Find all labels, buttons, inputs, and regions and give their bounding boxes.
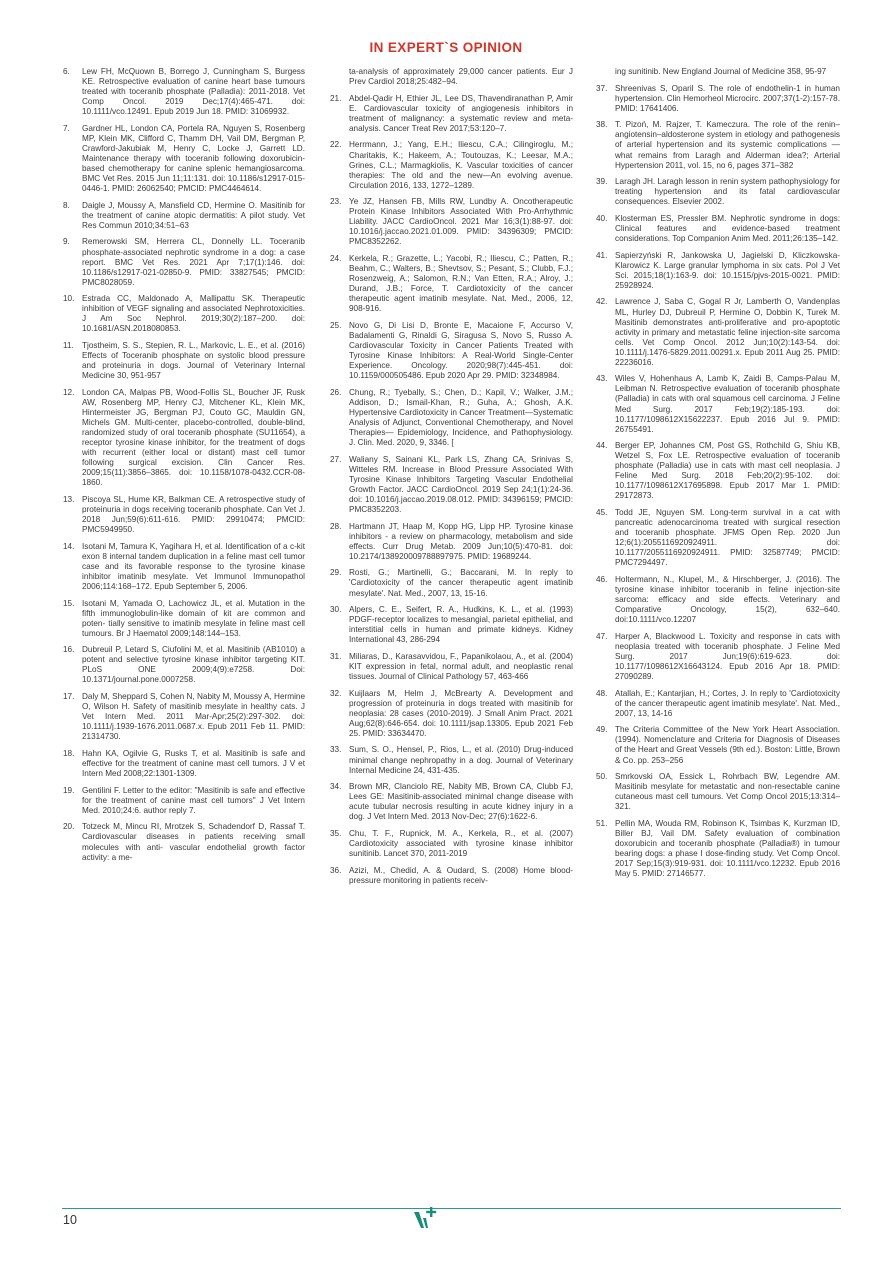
reference-text: Herrmann, J.; Yang, E.H.; Iliescu, C.A.; Cilingiroglu, M.; Charitakis, K.; Hakeem, A.; Toutouzas, K.; Leesar, M.A.; Grines, C.L.; Marmagkiolis, K. Vascular toxicities of cancer therapies: The old and the new—An evolving avenue. Circulation 2016, 133, 1272–1289. [349, 140, 573, 190]
reference-number: 10. [63, 294, 75, 304]
reference-item [63, 124, 305, 194]
reference-number [330, 67, 349, 87]
reference-number: 40. [596, 213, 608, 223]
reference-text: Shreenivas S, Oparil S. The role of endothelin-1 in human hypertension. Clin Hemorheol Microcirc. 2007;37(1-2):157-78. PMID: 17641406. [615, 83, 840, 113]
reference-text: Waliany S, Sainani KL, Park LS, Zhang CA, Srinivas S, Witteles RM. Increase in Blood Pressure Associated With Tyrosine Kinase Inhibitors Targeting Vascular Endothelial Growth Factor. JACC CardioOncol. 2019 Sep 24;1(1):24-36. doi: 10.1016/j.jaccao.2019.08.012. PMID: 34396159; PMCID: PMC8352203. [349, 454, 573, 514]
page-number: 10 [63, 1213, 77, 1227]
reference-number: 25. [330, 321, 342, 330]
reference-item [330, 866, 573, 886]
reference-item [596, 819, 840, 879]
reference-number: 51. [596, 818, 608, 828]
reference-text: ta-analysis of approximately 29,000 cancer patients. Eur J Prev Cardiol 2018;25:482–94. [349, 67, 573, 87]
reference-number: 7. [63, 123, 70, 133]
reference-item [596, 297, 840, 367]
reference-item [596, 67, 840, 77]
reference-item [63, 237, 305, 287]
reference-number: 32. [330, 688, 342, 698]
reference-item [63, 822, 305, 862]
reference-item [330, 605, 573, 645]
reference-number: 26. [330, 387, 342, 397]
reference-number: 24. [330, 254, 342, 264]
reference-item [63, 495, 305, 535]
reference-item [63, 599, 305, 639]
reference-text: Holtermann, N., Klupel, M., & Hirschberger, J. (2016). The tyrosine kinase inhibitor toceranib in feline injection-site sarcoma: efficacy and side effects. Veterinary and Comparative Oncology, 15(2), 632–640. doi:10.1111/vco.12207 [615, 575, 840, 625]
reference-text: Berger EP, Johannes CM, Post GS, Rothchild G, Shiu KB, Wetzel S, Fox LE. Retrospective evaluation of toceranib phosphate (Palladia) use in cats with mast cell neoplasia. J Feline Med Surg. 2018 Feb;20(2):95-102. doi: 10.1177/1098612X17695898. Epub 2017 Mar 1. PMID: 29172873. [615, 441, 840, 501]
reference-text: London CA, Malpas PB, Wood-Follis SL, Boucher JF, Rusk AW, Rosenberg MP, Henry CJ, Mitchener KL, Klein MK, Hintermeister JG, Bergman PJ, Couto GC, Mauldin GN, Michels GM. Multi-center, placebo-controlled, double-blind, randomized study of oral toceranib phosphate (SU11654), a receptor tyrosine kinase inhibitor, for the treatment of dogs with recurrent (either local or distant) mast cell tumor following surgical excision. Clin Cancer Res. 2009;15(11):3856–3865. doi: 10.1158/1078-0432.CCR-08-1860. [82, 387, 305, 488]
reference-number: 11. [63, 341, 74, 351]
reference-number: 44. [596, 441, 608, 451]
reference-number: 30. [330, 605, 342, 615]
reference-text: Gardner HL, London CA, Portela RA, Nguyen S, Rosenberg MP, Klein MK, Clifford C, Thamm DH, Vail DM, Bergman P, Crawford-Jakubiak M, Henry C, Locke J, Garrett LD. Maintenance therapy with toceranib following doxorubicin-based chemotherapy for canine splenic hemangiosarcoma. BMC Vet Res. 2015 Jun 11;11:131. doi: 10.1186/s12917-015-0446-1. PMID: 26062540; PMCID: PMC4464614. [82, 123, 305, 194]
reference-text: Todd JE, Nguyen SM. Long-term survival in a cat with pancreatic adenocarcinoma treated with surgical resection and toceranib phosphate. JFMS Open Rep. 2020 Jun 12;6(1):2055116920924911. doi: 10.1177/2055116920924911. PMID: 32587749; PMCID: PMC7294497. [615, 508, 840, 568]
reference-text: Pellin MA, Wouda RM, Robinson K, Tsimbas K, Kurzman ID, Biller BJ, Vail DM. Safety evaluation of combination doxorubicin and toceranib phosphate (Palladia®) in tumour bearing dogs: a phase I dose-finding study. Vet Comp Oncol. 2017 Sep;15(3):919-931. doi: 10.1111/vco.12232. Epub 2016 May 5. PMID: 27146577. [615, 818, 840, 879]
reference-item [63, 294, 305, 334]
reference-item [330, 321, 573, 381]
reference-text: Kerkela, R.; Grazette, L.; Yacobi, R.; Iliescu, C.; Patten, R.; Beahm, C.; Walters, B.; Shevtsov, S.; Pesant, S.; Clubb, F.J.; Rosenzweig, A.; Salomon, R.N.; Van Etten, R.A.; Alroy, J.; Durand, J.B.; Force, T. Cardiotoxicity of the cancer therapeutic agent imatinib mesylate. Nat. Med., 2006, 12, 908-916. [349, 254, 573, 314]
reference-item [330, 197, 573, 247]
reference-number: 50. [596, 772, 608, 782]
reference-number: 29. [330, 568, 342, 578]
reference-number: 37. [596, 83, 608, 93]
reference-text: Hahn KA, Ogilvie G, Rusks T, et al. Masitinib is safe and effective for the treatment of canine mast cell tumors. J V et Intern Med 2008;22:1301-1309. [82, 748, 305, 779]
reference-item [330, 568, 573, 598]
reference-text: Atallah, E.; Kantarjian, H.; Cortes, J. In reply to 'Cardiotoxicity of the cancer therapeutic agent imatinib mesylate'. Nat. Med., 2007, 13, 14-16 [615, 688, 840, 718]
reference-text: Tjostheim, S. S., Stepien, R. L., Markovic, L. E., et al. (2016) Effects of Toceranib phosphate on systolic blood pressure and proteinuria in dogs. Journal of Veterinary Internal Medicine 30, 951-957 [82, 341, 305, 381]
reference-text: Wiles V, Hohenhaus A, Lamb K, Zaidi B, Camps-Palau M, Leibman N. Retrospective evaluation of toceranib phosphate (Palladia) in cats with oral squamous cell carcinoma. J Feline Med Surg. 2017 Feb;19(2):185-193. doi: 10.1177/1098612X15622237. Epub 2016 Jul 9. PMID: 26755491. [615, 374, 840, 434]
reference-text: Ye JZ, Hansen FB, Mills RW, Lundby A. Oncotherapeutic Protein Kinase Inhibitors Associated With Pro-Arrhythmic Liability. JACC CardioOncol. 2021 Mar 16;3(1):88-97. doi: 10.1016/j.jaccao.2021.01.009. PMID: 34396309; PMCID: PMC8352262. [349, 197, 573, 247]
reference-number: 14. [63, 541, 75, 551]
reference-text: Lawrence J, Saba C, Gogal R Jr, Lamberth O, Vandenplas ML, Hurley DJ, Dubreuil P, Hermine O, Dobbin K, Turek M. Masitinib demonstrates anti-proliferative and pro-apoptotic activity in primary and metastatic feline injection-site sarcoma cells. Vet Comp Oncol. 2012 Jun;10(2):143-54. doi: 10.1111/j.1476-5829.2011.00291.x. Epub 2011 Aug 25. PMID: 22236016. [615, 297, 840, 367]
reference-text: Rosti, G.; Martinelli, G.; Baccarani, M. In reply to 'Cardiotoxicity of the cancer therapeutic agent imatinib mesylate'. Nat. Med., 2007, 13, 15-16. [349, 568, 573, 598]
reference-text: Chung, R.; Tyebally, S.; Chen, D.; Kapil, V.; Walker, J.M.; Addison, D.; Ismail-Khan, R.; Guha, A.; Ghosh, A.K. Hypertensive Cardiotoxicity in Cancer Treatment—Systematic Analysis of Adjunct, Conventional Chemotherapy, and Novel Therapies— Epidemiology, Incidence, and Pathophysiology. J. Clin. Med. 2020, 9, 3346. [ [349, 387, 573, 448]
reference-text: Sapierzyński R, Jankowska U, Jagielski D, Kliczkowska-Klarowicz K. Large granular lymphoma in six cats. Pol J Vet Sci. 2015;18(1):163-9. doi: 10.1515/pjvs-2015-0021. PMID: 25928924. [615, 250, 840, 290]
reference-number: 49. [596, 725, 608, 735]
reference-number: 13. [63, 494, 75, 504]
reference-text: Kuijlaars M, Helm J, McBrearty A. Development and progression of proteinuria in dogs treated with masitinib for neoplasia: 28 cases (2010-2019). J Small Anim Pract. 2021 Aug;62(8):646-654. doi: 10.1111/jsap.13305. Epub 2021 Feb 25. PMID: 33634470. [349, 688, 573, 738]
reference-item [63, 542, 305, 592]
reference-number: 12. [63, 387, 75, 397]
reference-item [330, 94, 573, 134]
reference-number: 20. [63, 822, 75, 832]
reference-item [330, 689, 573, 739]
reference-text: Smrkovski OA, Essick L, Rohrbach BW, Legendre AM. Masitinib mesylate for metastatic and non-resectable canine cutaneous mast cell tumours. Vet Comp Oncol 2015;13:314–321. [615, 772, 840, 812]
reference-number: 36. [330, 865, 342, 875]
reference-text: Daly M, Sheppard S, Cohen N, Nabity M, Moussy A, Hermine O, Wilson H. Safety of masitinib mesylate in healthy cats. J Vet Intern Med. 2011 Mar-Apr;25(2):297-302. doi: 10.1111/j.1939-1676.2011.0687.x. Epub 2011 Feb 11. PMID: 21314730. [82, 692, 305, 742]
reference-number: 35. [330, 829, 342, 838]
reference-number: 31. [330, 651, 342, 661]
reference-text: T. Pizoń, M. Rajzer, T. Kameczura. The role of the renin–angiotensin–aldosterone system in etiology and pathogenesis of arterial hypertension and its systemic complications — what remains from Laragh and Alderman idea?; Arterial Hypertension 2011, vol. 15, no 6, pages 371–382 [615, 120, 840, 170]
reference-text: ing sunitinib. New England Journal of Medicine 358, 95-97 [615, 67, 827, 76]
reference-item [330, 782, 573, 822]
reference-item [330, 829, 573, 859]
reference-text: The Criteria Committee of the New York Heart Association. (1994). Nomenclature and Criteria for Diagnosis of Diseases of the Heart and Great Vessels (9th ed.). Boston: Little, Brown & Co. pp. 253–256 [615, 725, 840, 765]
section-header: IN EXPERT`S OPINION [369, 40, 523, 55]
reference-column-1 [63, 67, 305, 869]
reference-item [596, 120, 840, 170]
reference-number: 33. [330, 745, 342, 755]
reference-text: Dubreuil P, Letard S, Ciufolini M, et al. Masitinib (AB1010) a potent and selective tyrosine kinase inhibitor targeting KIT. PLoS ONE 2009;4(9):e7258. Doi: 10.1371/journal.pone.0007258. [82, 645, 305, 685]
reference-number: 43. [596, 374, 608, 384]
reference-item [596, 441, 840, 501]
reference-item [596, 508, 840, 568]
reference-number [596, 67, 615, 77]
reference-number: 15. [63, 598, 75, 608]
reference-item [330, 455, 573, 515]
reference-text: Isotani M, Tamura K, Yagihara H, et al. Identification of a c-kit exon 8 internal tandem duplication in a feline mast cell tumor case and its favorable response to the tyrosine kinase inhibitor imatinib mesylate. Vet Immunol Immunopathol 2006;114:168–172. Epub September 5, 2006. [82, 541, 305, 591]
reference-text: Novo G, Di Lisi D, Bronte E, Macaione F, Accurso V, Badalamenti G, Rinaldi G, Siragusa S, Novo S, Russo A. Cardiovascular Toxicity in Cancer Patients Treated with Tyrosine Kinase Inhibitors: A Real-World Single-Center Experience. Oncology. 2020;98(7):445-451. doi: 10.1159/000505486. Epub 2020 Apr 29. PMID: 32348984. [349, 321, 573, 381]
reference-item [63, 692, 305, 742]
reference-text: Azizi, M., Chedid, A. & Oudard, S. (2008) Home blood-pressure monitoring in patients receiv- [349, 865, 573, 885]
reference-text: Gentilini F. Letter to the editor: "Masitinib is safe and effective for the treatment of canine mast cell tumors" J Vet Intern Med. 2010;24:6. author reply 7. [82, 785, 305, 815]
reference-item [596, 575, 840, 625]
reference-number: 47. [596, 631, 608, 641]
reference-number: 22. [330, 140, 342, 150]
reference-number: 38. [596, 120, 608, 130]
reference-text: Miliaras, D., Karasavvidou, F., Papanikolaou, A., et al. (2004) KIT expression in fetal, normal adult, and neoplastic renal tissues. Journal of Clinical Pathology 57, 463-466 [349, 651, 573, 682]
reference-item [330, 67, 573, 87]
reference-text: Sum, S. O., Hensel, P., Rios, L., et al. (2010) Drug-induced minimal change nephropathy in a dog. Journal of Veterinary Internal Medicine 24, 431-435. [349, 745, 573, 775]
reference-number: 48. [596, 688, 608, 698]
reference-text: Lew FH, McQuown B, Borrego J, Cunningham S, Burgess KE. Retrospective evaluation of canine heart base tumours treated with toceranib phosphate (Palladia): 2011-2018. Vet Comp Oncol. 2019 Dec;17(4):465-471. doi: 10.1111/vco.12491. Epub 2019 Jun 18. PMID: 31069932. [82, 67, 305, 117]
reference-text: Estrada CC, Maldonado A, Mallipattu SK. Therapeutic inhibition of VEGF signaling and associated Nephrotoxicities. J Am Soc Nephrol. 2019;30(2):187–200. doi: 10.1681/ASN.2018080853. [82, 294, 305, 334]
reference-item [63, 645, 305, 685]
reference-item [596, 772, 840, 812]
reference-item [596, 177, 840, 207]
reference-text: Hartmann JT, Haap M, Kopp HG, Lipp HP. Tyrosine kinase inhibitors - a review on pharmacology, metabolism and side effects. Curr Drug Metab. 2009 Jun;10(5):470-81. doi: 10.2174/138920009788897975. PMID: 19689244. [349, 521, 573, 561]
reference-item [596, 374, 840, 434]
reference-number: 27. [330, 454, 342, 464]
reference-item [596, 84, 840, 114]
reference-text: Laragh JH. Laragh lesson in renin system pathophysiology for treating hypertension and its fatal cardiovascular consequences. Elsevier 2002. [615, 177, 840, 207]
reference-number: 21. [330, 93, 342, 103]
reference-item [330, 745, 573, 775]
reference-item [330, 652, 573, 682]
reference-text: Abdel-Qadir H, Ethier JL, Lee DS, Thavendiranathan P, Amir E. Cardiovascular toxicity of angiogenesis inhibitors in treatment of malignancy: a systematic review and meta- analysis. Cancer Treat Rev 2017;53:120–7. [349, 93, 573, 133]
reference-item [330, 140, 573, 190]
reference-number: 42. [596, 297, 608, 307]
reference-number: 17. [63, 692, 75, 702]
reference-item [596, 689, 840, 719]
reference-number: 6. [63, 67, 70, 76]
reference-number: 19. [63, 785, 75, 795]
vet-logo-icon [410, 1206, 440, 1232]
reference-item [63, 786, 305, 816]
reference-number: 9. [63, 237, 70, 247]
reference-number: 28. [330, 521, 342, 531]
reference-column-3 [596, 67, 840, 886]
reference-number: 23. [330, 197, 342, 207]
reference-item [63, 749, 305, 779]
reference-text: Remerowski SM, Herrera CL, Donnelly LL. Toceranib phosphate-associated nephrotic syndrome in a dog: a case report. BMC Vet Res. 2021 Apr 7;17(1):146. doi: 10.1186/s12917-021-02850-9. PMID: 33827545; PMCID: PMC8028059. [82, 237, 305, 287]
reference-number: 41. [596, 250, 608, 260]
reference-text: Alpers, C. E., Seifert, R. A., Hudkins, K. L., et al. (1993) PDGF-receptor localizes to mesangial, parietal epithelial, and interstitial cells in human and primate kidneys. Kidney International 43, 286-294 [349, 605, 573, 645]
reference-text: Harper A, Blackwood L. Toxicity and response in cats with neoplasia treated with toceranib phosphate. J Feline Med Surg. 2017 Jun;19(6):619-623. doi: 10.1177/1098612X16643124. Epub 2016 Apr 18. PMID: 27090289. [615, 631, 840, 682]
reference-item [596, 725, 840, 765]
footer-divider [62, 1208, 841, 1209]
reference-text: Isotani M, Yamada O, Lachowicz JL, et al. Mutation in the fifth immunoglobulin-like domain of kit are common and poten- tially sensitive to imatinib mesylate in feline mast cell tumours. Br J Haematol 2009;148:144–153. [82, 598, 305, 638]
reference-item [330, 522, 573, 562]
reference-item [330, 254, 573, 314]
reference-number: 16. [63, 645, 75, 655]
reference-number: 18. [63, 748, 75, 758]
reference-item [63, 201, 305, 231]
reference-text: Totzeck M, Mincu RI, Mrotzek S, Schadendorf D, Rassaf T. Cardiovascular diseases in patients receiving small molecules with anti- vascular endothelial growth factor activity: a me- [82, 822, 305, 862]
reference-item [63, 341, 305, 381]
reference-item [596, 251, 840, 291]
reference-item [596, 632, 840, 682]
reference-item [63, 388, 305, 488]
reference-number: 8. [63, 200, 70, 210]
reference-text: Klosterman ES, Pressler BM. Nephrotic syndrome in dogs: Clinical features and evidence-based treatment considerations. Top Companion Anim Med. 2011;26:135–142. [615, 213, 840, 244]
reference-text: Brown MR, Clanciolo RE, Nabity MB, Brown CA, Clubb FJ, Lees GE: Masitinib-associated minimal change disease with acute tubular necrosis resulting in acute kidney injury in a dog. J Vet Intern Med. 2013 Nov-Dec; 27(6):1622-6. [349, 782, 573, 822]
reference-number: 39. [596, 177, 608, 187]
reference-column-2 [330, 67, 573, 892]
reference-text: Daigle J, Moussy A, Mansfield CD, Hermine O. Masitinib for the treatment of canine atopic dermatitis: A pilot study. Vet Res Commun 2010;34:51–63 [82, 200, 305, 230]
reference-number: 45. [596, 508, 608, 518]
reference-item [63, 67, 305, 117]
reference-number: 46. [596, 575, 608, 584]
reference-text: Piscoya SL, Hume KR, Balkman CE. A retrospective study of proteinuria in dogs receiving toceranib phosphate. Can Vet J. 2018 Jun;59(6):611-616. PMID: 29910474; PMCID: PMC5949950. [82, 494, 305, 535]
reference-item [330, 388, 573, 448]
reference-item [596, 214, 840, 244]
reference-number: 34. [330, 782, 342, 792]
reference-text: Chu, T. F., Rupnick, M. A., Kerkela, R., et al. (2007) Cardiotoxicity associated with tyrosine kinase inhibitor sunitinib. Lancet 370, 2011-2019 [349, 829, 573, 859]
